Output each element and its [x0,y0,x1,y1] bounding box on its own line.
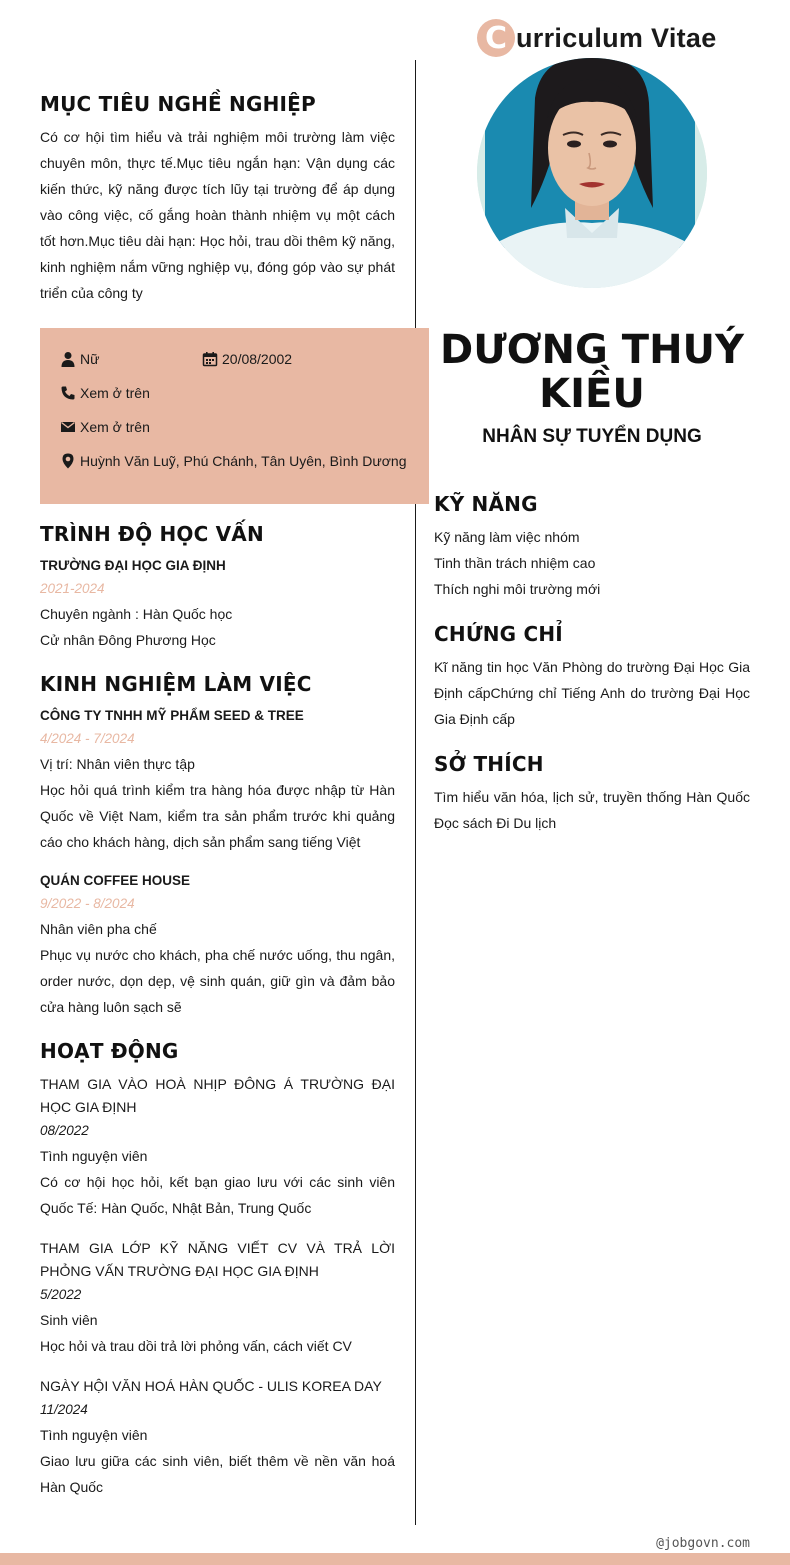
certificates-title: CHỨNG CHỈ [434,622,563,646]
activities-section [40,1039,395,1500]
certificates-text: Kĩ năng tin học Văn Phòng do trường Đại Học Gia Định cấpChứng chỉ Tiếng Anh do trường Đại Học Gia Định cấp [434,659,750,727]
job-period: 9/2022 - 8/2024 [40,896,135,911]
activity-name: NGÀY HỘI VĂN HOÁ HÀN QUỐC - ULIS KOREA DAY [40,1378,382,1394]
education-section [40,522,395,653]
personal-info-box [40,328,429,504]
gender-value: Nữ [80,351,100,367]
job-position: Nhân viên pha chế [40,921,157,937]
job-title: NHÂN SỰ TUYỂN DỤNG [482,426,702,447]
birthday-row [202,351,292,367]
skill-item: Tinh thần trách nhiệm cao [434,555,596,571]
education-title: TRÌNH ĐỘ HỌC VẤN [40,522,264,546]
calendar-icon [202,351,218,367]
profile-photo [477,58,707,288]
job-item [40,706,395,855]
activity-item [40,1375,395,1500]
address-row [60,453,407,469]
job-position: Vị trí: Nhân viên thực tập [40,756,195,772]
objective-text: Có cơ hội tìm hiểu và trải nghiệm môi trường làm việc chuyên môn, thực tế.Mục tiêu ngắn hạn: Vận dụng các kiến thức, kỹ năng được tích lũy tại trường để áp dụng vào công việc, cố gắng hoàn thành nhiệm vụ một cách tốt hơn.Mục tiêu dài hạn: Học hỏi, trau dồi thêm kỹ năng, kinh nghiệm nắm vững nghiệp vụ, đóng góp vào sự phát triển của công ty [40,129,395,301]
activity-item [40,1237,395,1359]
activity-date: 08/2022 [40,1123,89,1138]
job-company: QUÁN COFFEE HOUSE [40,873,191,888]
education-degree: Cử nhân Đông Phương Học [40,632,216,648]
hobbies-title: SỞ THÍCH [434,752,544,776]
footer-bar [0,1553,790,1565]
gender-row [60,351,99,367]
skills-list [434,524,750,602]
activity-description: Có cơ hội học hỏi, kết bạn giao lưu với các sinh viên Quốc Tế: Hàn Quốc, Nhật Bản, Trung Quốc [40,1174,395,1216]
certificates-section [434,622,750,732]
education-major: Chuyên ngành : Hàn Quốc học [40,606,233,622]
hobbies-text: Tìm hiểu văn hóa, lịch sử, truyền thống Hàn Quốc Đọc sách Đi Du lịch [434,789,750,831]
experience-section [40,672,395,1020]
activity-item [40,1073,395,1221]
skill-item: Kỹ năng làm việc nhóm [434,529,580,545]
phone-icon [60,385,76,401]
column-divider [415,60,416,1525]
email-row [60,419,150,435]
logo-text: urriculum Vitae [516,22,717,53]
full-name: DƯƠNG THUÝ KIỀU [439,327,744,417]
activities-title: HOẠT ĐỘNG [40,1039,179,1063]
activity-role: Tình nguyện viên [40,1427,148,1443]
activity-name: THAM GIA VÀO HOÀ NHỊP ĐÔNG Á TRƯỜNG ĐẠI HỌC GIA ĐỊNH [40,1076,395,1115]
activity-date: 11/2024 [40,1402,88,1417]
objective-title: MỤC TIÊU NGHỀ NGHIỆP [40,92,316,116]
logo-letter: C [477,19,515,57]
school-name: TRƯỜNG ĐẠI HỌC GIA ĐỊNH [40,558,226,573]
job-item [40,871,395,1020]
activity-role: Sinh viên [40,1312,98,1328]
experience-title: KINH NGHIỆM LÀM VIỆC [40,672,312,696]
skill-item: Thích nghi môi trường mới [434,581,601,597]
activity-description: Học hỏi và trau dồi trả lời phỏng vấn, cách viết CV [40,1338,352,1354]
activity-name: THAM GIA LỚP KỸ NĂNG VIẾT CV VÀ TRẢ LỜI PHỎNG VẤN TRƯỜNG ĐẠI HỌC GIA ĐỊNH [40,1240,395,1279]
phone-row [60,385,150,401]
job-period: 4/2024 - 7/2024 [40,731,135,746]
education-period: 2021-2024 [40,581,105,596]
activity-date: 5/2022 [40,1287,82,1302]
activity-role: Tình nguyện viên [40,1148,148,1164]
activity-description: Giao lưu giữa các sinh viên, biết thêm về nền văn hoá Hàn Quốc [40,1453,395,1495]
portrait-illustration [477,58,707,288]
cv-logo [477,18,717,58]
birthday-value: 20/08/2002 [222,351,293,367]
job-description: Học hỏi quá trình kiểm tra hàng hóa được nhập từ Hàn Quốc về Việt Nam, kiểm tra sản phẩm trước khi quảng cáo cho khách hàng, dịch sản phẩm sang tiếng Việt [40,782,395,850]
email-value: Xem ở trên [80,419,150,435]
watermark: @jobgovn.com [656,1536,750,1551]
objective-section [40,92,395,306]
skills-title: KỸ NĂNG [434,492,538,516]
location-pin-icon [60,453,76,469]
skills-section [434,492,750,602]
phone-value: Xem ở trên [80,385,150,401]
person-icon [60,351,76,367]
job-description: Phục vụ nước cho khách, pha chế nước uống, thu ngân, order nước, dọn dẹp, vệ sinh quán, giữ gìn và đảm bảo cửa hàng luôn sạch sẽ [40,947,395,1015]
job-company: CÔNG TY TNHH MỸ PHẨM SEED & TREE [40,708,304,723]
hobbies-section [434,752,750,836]
address-value: Huỳnh Văn Luỹ, Phú Chánh, Tân Uyên, Bình Dương [80,453,407,469]
envelope-icon [60,419,76,435]
